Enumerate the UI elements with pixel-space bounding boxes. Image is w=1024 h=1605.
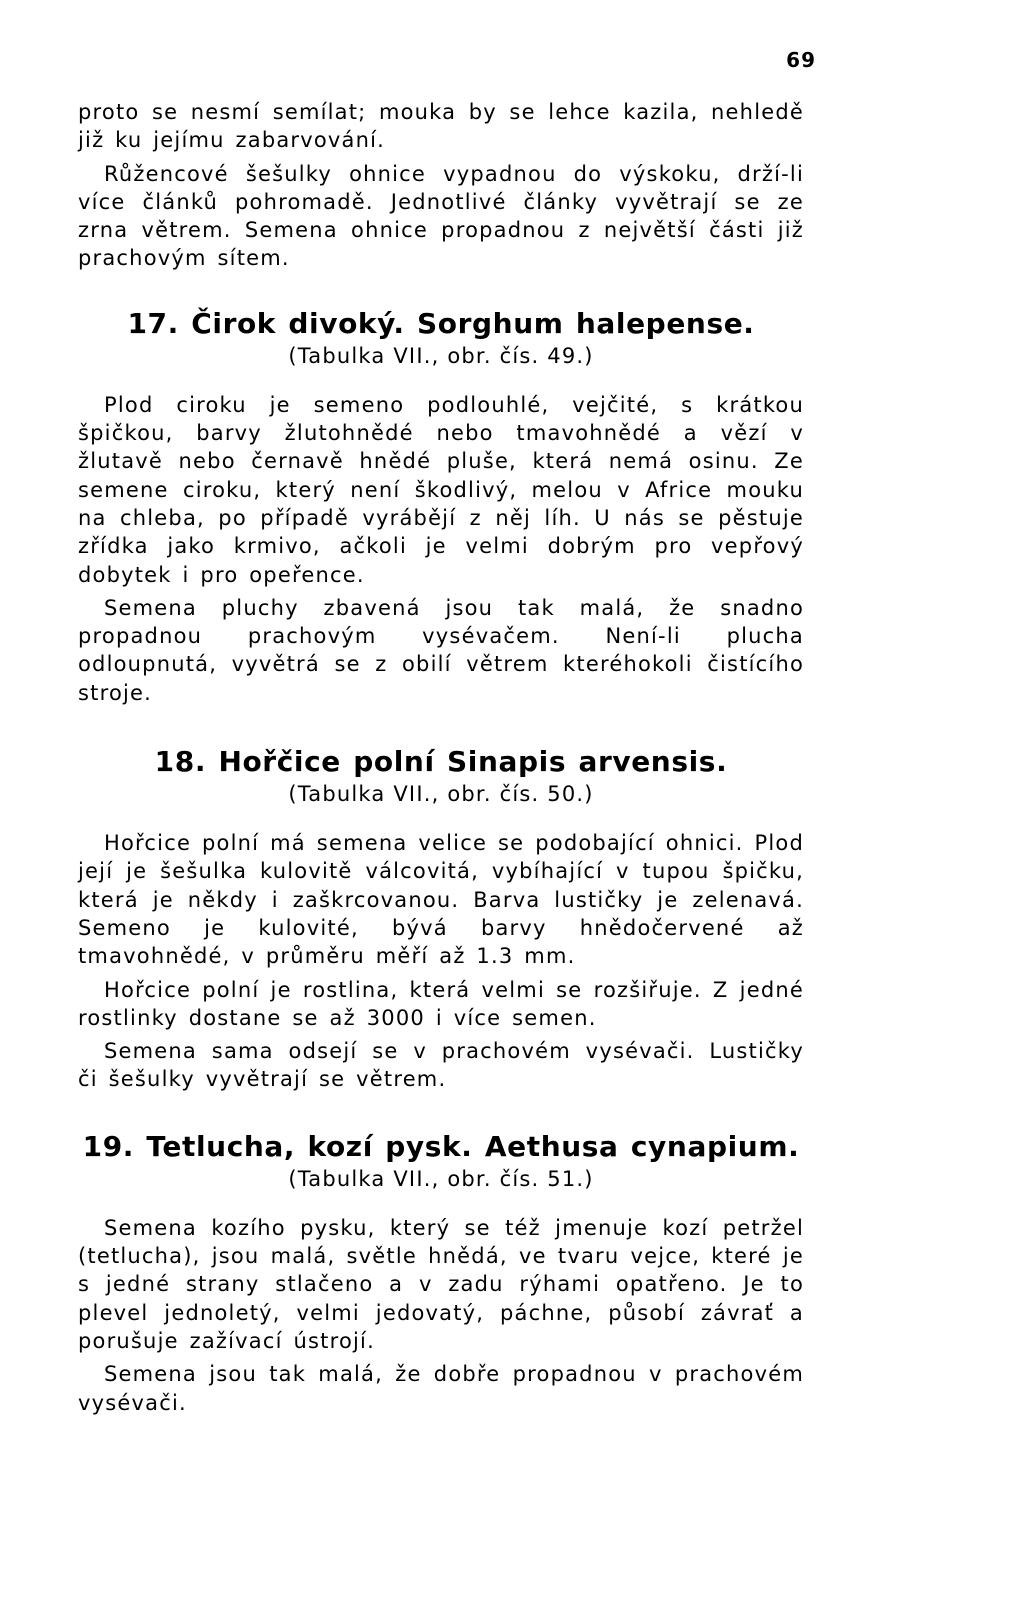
section-17-reference: (Tabulka VII., obr. čís. 49.) <box>288 343 594 368</box>
section-18-paragraph-1: Hořcice polní má semena velice se podobající ohnici. Plod její je šešulka kulovitě válcovitá, vybíhající v tupou špičku, která je někdy i zaškrcovanou. Barva lustičky je zelenavá. Semeno je kulovité, bývá barvy hnědočervené až tmavohnědé, v průměru měří až 1.3 mm. <box>78 831 804 969</box>
intro-paragraph-2: Růžencové šešulky ohnice vypadnou do výskoku, drží-li více článků pohromadě. Jednotlivé články vyvětrají se ze zrna větrem. Semena ohnice propadnou z největší části již prachovým sítem. <box>78 161 804 271</box>
section-17-name: Čirok divoký. <box>191 306 405 340</box>
section-19-heading <box>78 1130 804 1164</box>
section-18-heading <box>78 745 804 779</box>
section-17-heading <box>78 307 804 341</box>
section-18-name: Hořčice polní <box>218 745 435 779</box>
section-19-number: 19. <box>82 1129 135 1163</box>
section-17-paragraph-2: Semena pluchy zbavená jsou tak malá, že snadno propadnou prachovým vysévačem. Není-li plucha odloupnutá, vyvětrá se z obilí větrem kteréhokoli čistícího stroje. <box>78 595 804 705</box>
section-19-name: Tetlucha, kozí pysk. <box>146 1129 473 1163</box>
section-18-number: 18. <box>154 745 207 779</box>
page-number: 69 <box>786 48 816 72</box>
section-19-latin-name: Aethusa cynapium. <box>484 1129 800 1163</box>
section-17-number: 17. <box>127 306 179 340</box>
section-19-reference: (Tabulka VII., obr. čís. 51.) <box>288 1166 594 1191</box>
section-19-paragraph-2: Semena jsou tak malá, že dobře propadnou v prachovém vysévači. <box>78 1362 804 1415</box>
section-19-paragraph-1: Semena kozího pysku, který se též jmenuje kozí petržel (tetlucha), jsou malá, světle hnědá, ve tvaru vejce, které je s jedné strany stlačeno a v zadu rýhami opatřeno. Je to plevel jednoletý, velmi jedovatý, páchne, působí závrať a porušuje zažívací ústrojí. <box>78 1215 804 1353</box>
intro-paragraph-1: proto se nesmí semílat; mouka by se lehce kazila, nehledě již ku jejímu zabarvování. <box>78 100 804 153</box>
section-18-paragraph-3: Semena sama odsejí se v prachovém vysévači. Lustičky či šešulky vyvětrají se větrem. <box>78 1039 804 1092</box>
section-18-latin-name: Sinapis arvensis. <box>447 745 728 779</box>
section-18-paragraph-2: Hořcice polní je rostlina, která velmi se rozšiřuje. Z jedné rostlinky dostane se až 3000 i více semen. <box>78 977 804 1030</box>
section-17-paragraph-1: Plod ciroku je semeno podlouhlé, vejčité, s krátkou špičkou, barvy žlutohnědé nebo tmavohnědé a vězí v žlutavě nebo černavě hnědé pluše, která nemá osinu. Ze semene ciroku, který není škodlivý, melou v Africe mouku na chleba, po případě vyrábějí z něj líh. U nás se pěstuje zřídka jako krmivo, ačkoli je velmi dobrým pro vepřový dobytek i pro opeřence. <box>78 392 804 587</box>
section-18-reference: (Tabulka VII., obr. čís. 50.) <box>288 782 594 807</box>
section-17-latin-name: Sorghum halepense. <box>417 306 755 340</box>
text-column <box>78 98 804 1417</box>
